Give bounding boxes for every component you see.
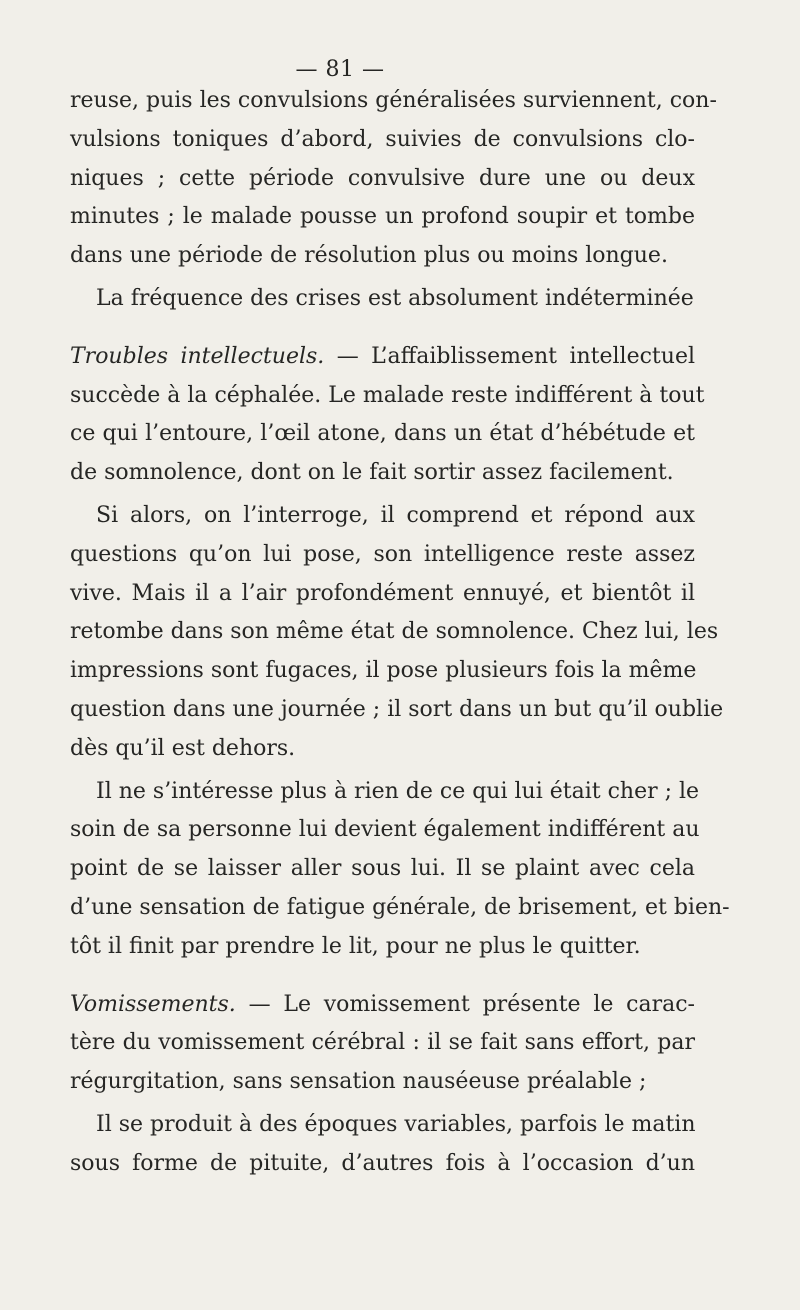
- text-line: impressions sont fugaces, il pose plusieurs fois la même: [70, 658, 697, 684]
- page-body: [70, 82, 730, 1184]
- section-heading: Vomissements.: [70, 991, 236, 1017]
- text-line: tère du vomissement cérébral : il se fait sans effort, par: [70, 1030, 695, 1056]
- text-line: dans une période de résolution plus ou moins longue.: [70, 243, 668, 269]
- text-line: question dans une journée ; il sort dans un but qu’il oublie: [70, 696, 724, 722]
- paragraph: [70, 280, 695, 319]
- text-line: niques ; cette période convulsive dure une ou deux: [70, 165, 695, 191]
- text-line: Il se produit à des époques variables, parfois le matin: [96, 1111, 696, 1137]
- section-heading: Troubles intellectuels.: [70, 343, 325, 369]
- text-line: ce qui l’entoure, l’œil atone, dans un état d’hébétude et: [70, 421, 695, 447]
- text-line: tôt il finit par prendre le lit, pour ne plus le quitter.: [70, 933, 641, 959]
- text-line: vive. Mais il a l’air profondément ennuyé, et bientôt il: [70, 580, 695, 606]
- page-number: — 81 —: [295, 57, 385, 82]
- text-line: [70, 986, 695, 1025]
- section-vomissements: [70, 986, 695, 1102]
- text-line: point de se laisser aller sous lui. Il se plaint avec cela: [70, 856, 695, 882]
- text-line: Il ne s’intéresse plus à rien de ce qui lui était cher ; le: [96, 778, 700, 804]
- text-line: succède à la céphalée. Le malade reste indifférent à tout: [70, 382, 705, 408]
- text-run: — Le vomissement présente le carac-: [235, 991, 695, 1017]
- paragraph: [70, 1106, 695, 1184]
- text-line: questions qu’on lui pose, son intelligence reste assez: [70, 541, 695, 567]
- text-line: soin de sa personne lui devient également indifférent au: [70, 817, 700, 843]
- text-line: reuse, puis les convulsions généralisées surviennent, con-: [70, 88, 717, 113]
- paragraph: [70, 82, 717, 276]
- text-line: d’une sensation de fatigue générale, de brisement, et bien-: [70, 894, 730, 920]
- text-line: sous forme de pituite, d’autres fois à l’occasion d’un: [70, 1150, 695, 1176]
- text-line: régurgitation, sans sensation nauséeuse préalable ;: [70, 1069, 647, 1095]
- text-run: — L’affaiblissement intellectuel: [324, 343, 695, 369]
- text-line: retombe dans son même état de somnolence. Chez lui, les: [70, 619, 719, 645]
- text-line: de somnolence, dont on le fait sortir assez facilement.: [70, 460, 674, 486]
- paragraph: [70, 497, 724, 769]
- text-line: dès qu’il est dehors.: [70, 735, 296, 761]
- text-line: La fréquence des crises est absolument indéterminée: [96, 285, 694, 311]
- paragraph: [70, 773, 730, 967]
- text-line: [70, 338, 695, 377]
- section-troubles-intellectuels: [70, 338, 705, 493]
- text-line: minutes ; le malade pousse un profond soupir et tombe: [70, 204, 695, 230]
- text-line: vulsions toniques d’abord, suivies de convulsions clo-: [70, 126, 695, 152]
- text-line: Si alors, on l’interroge, il comprend et répond aux: [96, 502, 695, 528]
